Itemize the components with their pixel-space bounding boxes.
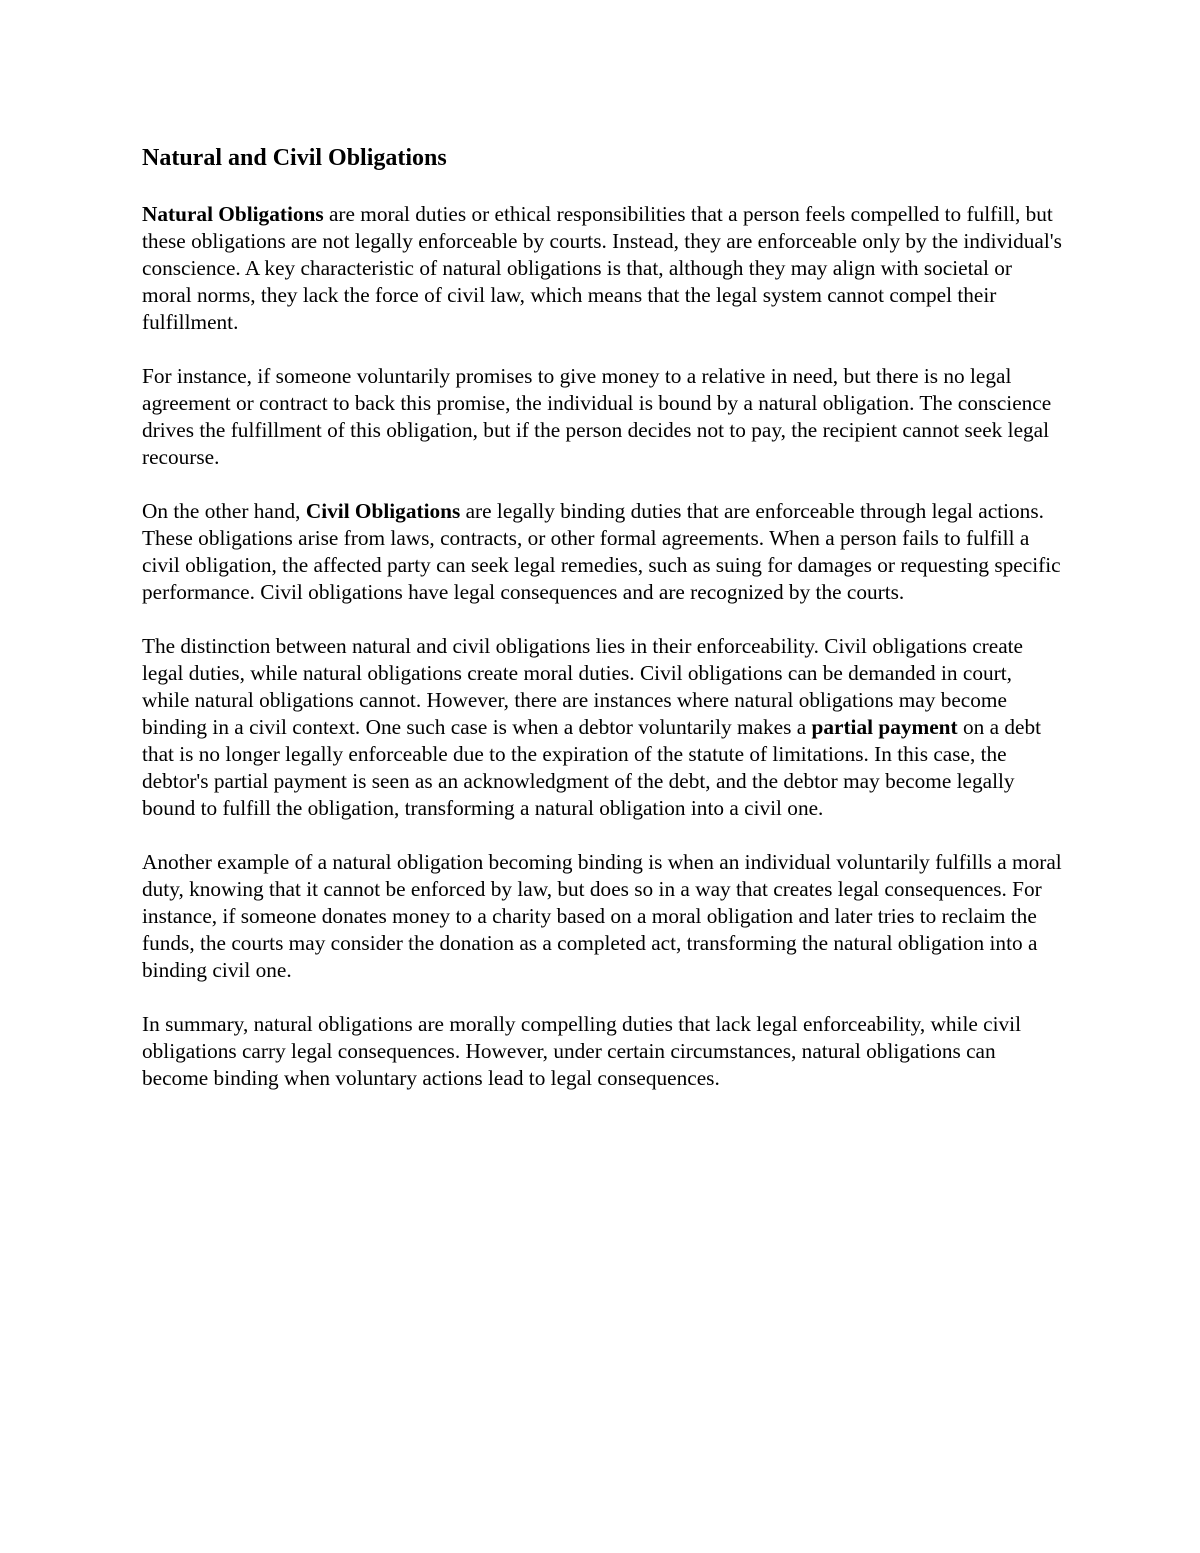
paragraph-summary xyxy=(142,1011,1062,1092)
paragraph-text: In summary, natural obligations are morally compelling duties that lack legal enforceability, while civil obligations carry legal consequences. However, under certain circumstances, natural obligations can become binding when voluntary actions lead to legal consequences. xyxy=(142,1012,1022,1090)
paragraph-text: On the other hand, xyxy=(142,499,306,523)
paragraph-another-example xyxy=(142,849,1062,984)
paragraph-text: For instance, if someone voluntarily promises to give money to a relative in need, but there is no legal agreement or contract to back this promise, the individual is bound by a natural obligation. The conscience drives the fulfillment of this obligation, but if the person decides not to pay, the recipient cannot seek legal recourse. xyxy=(142,364,1052,469)
paragraph-text: on a debt that is no longer legally enforceable due to the expiration of the statute of limitations. In this case, the debtor's partial payment is seen as an acknowledgment of the debt, and the debtor may become legally bound to fulfill the obligation, transforming a natural obligation into a civil one. xyxy=(142,715,1042,820)
paragraph-text: are moral duties or ethical responsibilities that a person feels compelled to fulfill, but these obligations are not legally enforceable by courts. Instead, they are enforceable only by the individual's conscience. A key characteristic of natural obligations is that, although they may align with societal or moral norms, they lack the force of civil law, which means that the legal system cannot compel their fulfillment. xyxy=(142,202,1062,334)
term-natural-obligations: Natural Obligations xyxy=(142,202,324,226)
paragraph-civil-obligations xyxy=(142,498,1062,606)
document-body xyxy=(142,140,1062,1119)
paragraph-distinction xyxy=(142,633,1062,822)
term-civil-obligations: Civil Obligations xyxy=(305,499,461,523)
paragraph-example-promise xyxy=(142,363,1062,471)
paragraph-text: Another example of a natural obligation becoming binding is when an individual voluntarily fulfills a moral duty, knowing that it cannot be enforced by law, but does so in a way that creates legal consequences. For instance, if someone donates money to a charity based on a moral obligation and later tries to reclaim the funds, the courts may consider the donation as a completed act, transforming the natural obligation into a binding civil one. xyxy=(142,850,1062,982)
paragraph-text: are legally binding duties that are enforceable through legal actions. These obligations arise from laws, contracts, or other formal agreements. When a person fails to fulfill a civil obligation, the affected party can seek legal remedies, such as suing for damages or requesting specific performance. Civil obligations have legal consequences and are recognized by the courts. xyxy=(142,499,1061,604)
document-title: Natural and Civil Obligations xyxy=(142,145,447,171)
paragraph-natural-obligations xyxy=(142,201,1062,336)
term-partial-payment: partial payment xyxy=(811,715,958,739)
paragraph-text: The distinction between natural and civil obligations lies in their enforceability. Civil obligations create legal duties, while natural obligations create moral duties. Civil obligations can be demanded in court, while natural obligations cannot. However, there are instances where natural obligations may become binding in a civil context. One such case is when a debtor voluntarily makes a xyxy=(142,634,1024,739)
